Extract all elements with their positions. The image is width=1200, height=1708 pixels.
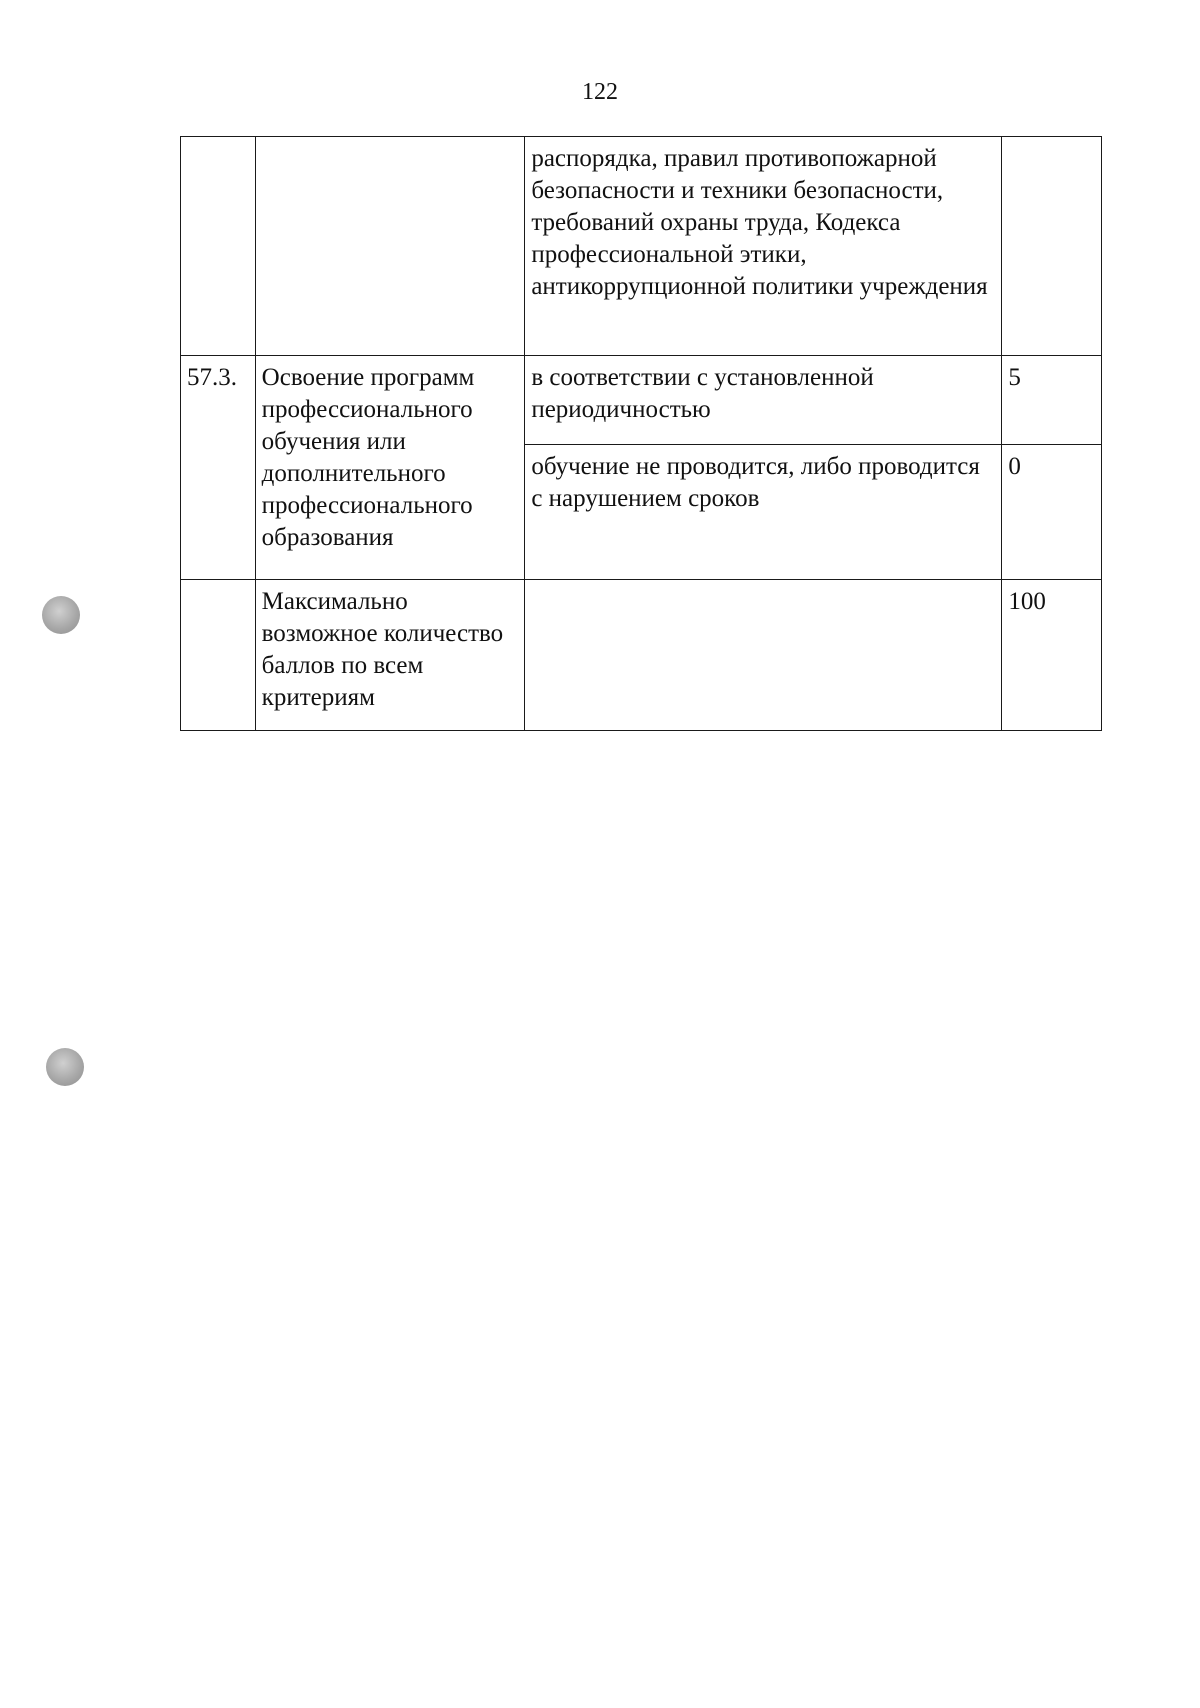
criterion-description-cell: распорядка, правил противопожарной безопасности и техники безопасности, требований охраны труда, Кодекса профессиональной этики, антикоррупционной политики учреждения bbox=[525, 137, 1002, 356]
criterion-score-cell bbox=[1002, 137, 1102, 356]
punch-hole-icon bbox=[46, 1048, 84, 1086]
total-label-cell: Максимально возможное количество баллов по всем критериям bbox=[255, 580, 525, 731]
punch-hole-icon bbox=[42, 596, 80, 634]
page-number: 122 bbox=[582, 79, 618, 105]
table-row bbox=[181, 356, 1102, 445]
criterion-description-cell bbox=[525, 580, 1002, 731]
criterion-name-cell: Освоение программ профессионального обучения или дополнительного профессионального образования bbox=[255, 356, 525, 580]
criterion-description-cell: в соответствии с установленной периодичностью bbox=[525, 356, 1002, 445]
criterion-number-cell: 57.3. bbox=[181, 356, 256, 580]
criterion-score-cell: 5 bbox=[1002, 356, 1102, 445]
table-row-total bbox=[181, 580, 1102, 731]
criterion-description-cell: обучение не проводится, либо проводится с нарушением сроков bbox=[525, 445, 1002, 580]
total-score-cell: 100 bbox=[1002, 580, 1102, 731]
criterion-name-cell bbox=[255, 137, 525, 356]
criterion-number-cell bbox=[181, 137, 256, 356]
table-row bbox=[181, 137, 1102, 356]
criterion-score-cell: 0 bbox=[1002, 445, 1102, 580]
criteria-table bbox=[180, 136, 1102, 731]
criterion-number-cell bbox=[181, 580, 256, 731]
